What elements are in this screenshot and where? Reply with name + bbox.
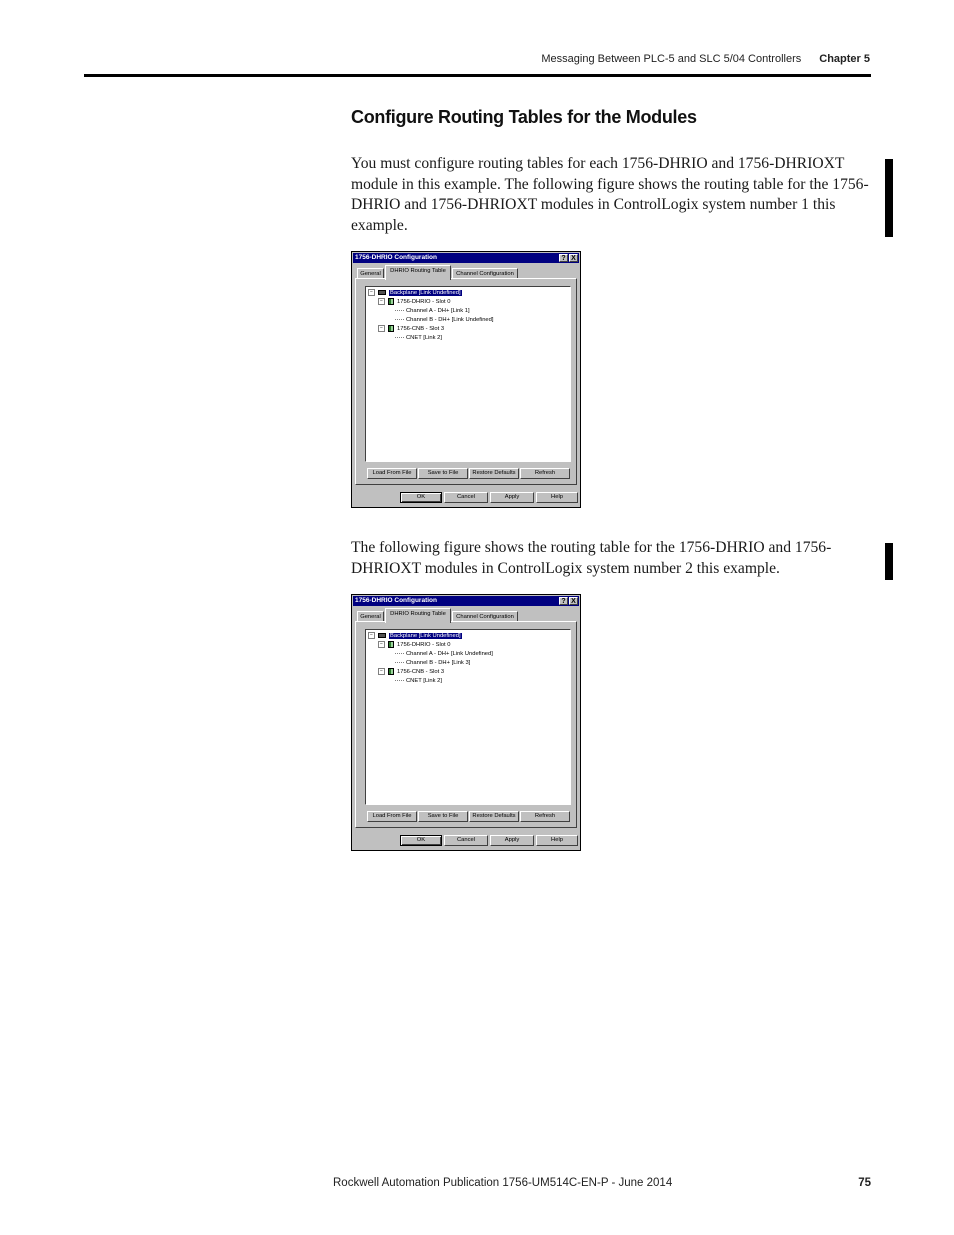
routing-tree[interactable] [365, 286, 571, 462]
help-icon[interactable]: ? [559, 597, 568, 605]
tree-line [395, 653, 404, 654]
tree-item-channel-a[interactable]: Channel A - DH+ [Link Undefined] [395, 650, 493, 658]
restore-defaults-button[interactable]: Restore Defaults [469, 811, 519, 822]
load-from-file-button[interactable]: Load From File [367, 468, 417, 479]
refresh-button[interactable]: Refresh [520, 468, 570, 479]
tree-item-channel-a[interactable]: Channel A - DH+ [Link 1] [395, 307, 470, 315]
module-icon [388, 298, 394, 305]
module-icon [388, 641, 394, 648]
collapse-icon[interactable]: − [368, 632, 375, 639]
refresh-button[interactable]: Refresh [520, 811, 570, 822]
collapse-icon[interactable]: − [378, 641, 385, 648]
cancel-button[interactable]: Cancel [444, 835, 488, 846]
tab-general[interactable]: General [357, 268, 384, 279]
change-bar-2 [885, 543, 893, 580]
backplane-icon [378, 290, 386, 295]
title-bar [353, 596, 579, 606]
tree-item-backplane[interactable]: − Backplane [Link Undefined] [368, 289, 462, 297]
tree-line [395, 680, 404, 681]
restore-defaults-button[interactable]: Restore Defaults [469, 468, 519, 479]
title-bar [353, 253, 579, 263]
tab-general[interactable]: General [357, 611, 384, 622]
close-icon[interactable]: X [569, 254, 578, 262]
tree-item-backplane[interactable]: − Backplane [Link Undefined] [368, 632, 462, 640]
tree-item-dhrio[interactable]: − 1756-DHRIO - Slot 0 [378, 298, 450, 306]
tree-item-cnb[interactable]: − 1756-CNB - Slot 3 [378, 668, 444, 676]
dialog-title: 1756-DHRIO Configuration [355, 597, 437, 604]
save-to-file-button[interactable]: Save to File [418, 811, 468, 822]
collapse-icon[interactable]: − [378, 298, 385, 305]
header-section: Messaging Between PLC-5 and SLC 5/04 Controllers [541, 53, 802, 65]
help-button[interactable]: Help [536, 492, 578, 503]
tree-line [395, 337, 404, 338]
dhrio-config-dialog-1 [351, 251, 581, 508]
tree-item-cnet[interactable]: CNET [Link 2] [395, 677, 442, 685]
apply-button[interactable]: Apply [490, 492, 534, 503]
cancel-button[interactable]: Cancel [444, 492, 488, 503]
header-rule [84, 74, 871, 77]
ok-button[interactable]: OK [400, 492, 442, 503]
apply-button[interactable]: Apply [490, 835, 534, 846]
tree-item-dhrio[interactable]: − 1756-DHRIO - Slot 0 [378, 641, 450, 649]
paragraph-2: The following figure shows the routing table for the 1756-DHRIO and 1756-DHRIOXT modules in ControlLogix system number 2 this example. [351, 539, 832, 577]
backplane-icon [378, 633, 386, 638]
tree-line [395, 310, 404, 311]
help-icon[interactable]: ? [559, 254, 568, 262]
tab-channel-configuration[interactable]: Channel Configuration [452, 611, 518, 622]
tree-item-cnet[interactable]: CNET [Link 2] [395, 334, 442, 342]
collapse-icon[interactable]: − [378, 325, 385, 332]
tab-dhrio-routing-table[interactable]: DHRIO Routing Table [385, 265, 451, 280]
running-header [541, 53, 870, 65]
routing-tree[interactable] [365, 629, 571, 805]
tree-line [395, 319, 404, 320]
save-to-file-button[interactable]: Save to File [418, 468, 468, 479]
header-chapter: Chapter 5 [819, 53, 870, 65]
dhrio-config-dialog-2 [351, 594, 581, 851]
ok-button[interactable]: OK [400, 835, 442, 846]
tree-item-channel-b[interactable]: Channel B - DH+ [Link Undefined] [395, 316, 494, 324]
collapse-icon[interactable]: − [378, 668, 385, 675]
tab-dhrio-routing-table[interactable]: DHRIO Routing Table [385, 608, 451, 623]
publication-info: Rockwell Automation Publication 1756-UM514C-EN-P - June 2014 [333, 1177, 673, 1189]
tree-item-cnb[interactable]: − 1756-CNB - Slot 3 [378, 325, 444, 333]
load-from-file-button[interactable]: Load From File [367, 811, 417, 822]
collapse-icon[interactable]: − [368, 289, 375, 296]
dialog-title: 1756-DHRIO Configuration [355, 254, 437, 261]
tree-line [395, 662, 404, 663]
close-icon[interactable]: X [569, 597, 578, 605]
tab-channel-configuration[interactable]: Channel Configuration [452, 268, 518, 279]
tree-item-channel-b[interactable]: Channel B - DH+ [Link 3] [395, 659, 470, 667]
page-number: 75 [858, 1177, 871, 1189]
section-title: Configure Routing Tables for the Modules [351, 107, 697, 127]
module-icon [388, 325, 394, 332]
change-bar-1 [885, 159, 893, 237]
help-button[interactable]: Help [536, 835, 578, 846]
paragraph-1: You must configure routing tables for each 1756-DHRIO and 1756-DHRIOXT module in this example. The following figure shows the routing table for the 1756-DHRIO and 1756-DHRIOXT modules in ControlLogix system number 1 this example. [351, 155, 869, 234]
module-icon [388, 668, 394, 675]
